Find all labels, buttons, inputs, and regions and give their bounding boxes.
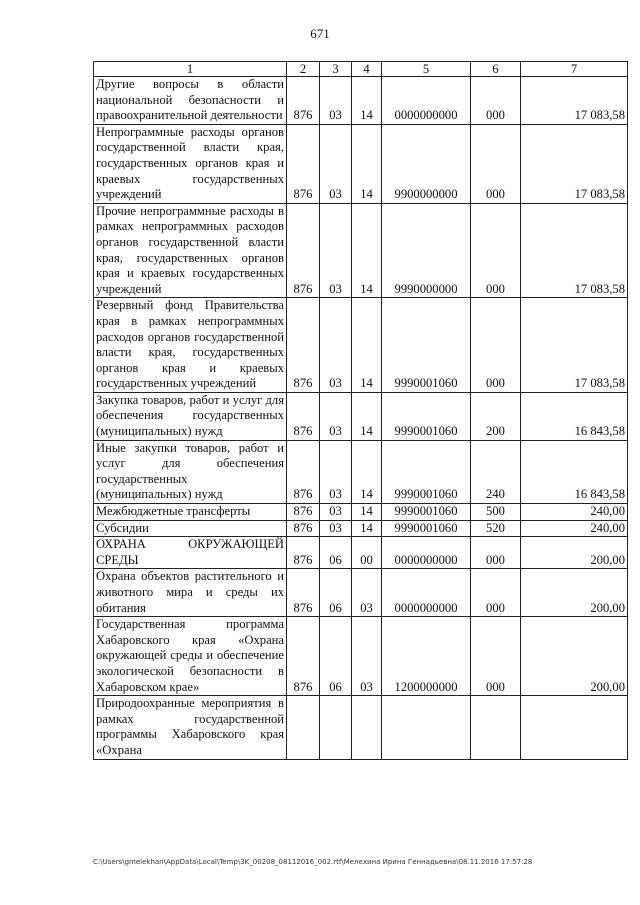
- header-row: [94, 62, 628, 77]
- row-grbs: 876: [287, 537, 320, 569]
- row-section: 03: [320, 440, 352, 503]
- row-subsection: 03: [352, 569, 382, 617]
- row-section: 06: [320, 537, 352, 569]
- table-row: [94, 203, 628, 298]
- row-section: [320, 696, 352, 759]
- table-row: [94, 440, 628, 503]
- row-sum: 16 843,58: [521, 440, 628, 503]
- row-name: Иные закупки товаров, работ и услуг для обеспечения государственных (муниципальных) нужд: [94, 440, 287, 503]
- row-target-article: [382, 696, 471, 759]
- row-grbs: 876: [287, 77, 320, 125]
- row-target-article: 9990001060: [382, 520, 471, 537]
- row-subsection: 14: [352, 504, 382, 521]
- row-grbs: 876: [287, 392, 320, 440]
- file-path-footer: C:\Users\gmelekhan\AppData\Local\Temp\3K_00208_08112016_002.rtf\Мелехина Ирина Геннадьевна\08.11.2016 17:57:28: [93, 858, 533, 866]
- row-sum: 17 083,58: [521, 124, 628, 203]
- row-section: 03: [320, 124, 352, 203]
- row-section: 03: [320, 520, 352, 537]
- row-name: Государственная программа Хабаровского края «Охрана окружающей среды и обеспечение экологической безопасности в Хабаровском крае»: [94, 617, 287, 696]
- budget-table: [93, 61, 628, 760]
- row-expense-type: 200: [471, 392, 521, 440]
- row-grbs: 876: [287, 298, 320, 393]
- page-number: 671: [310, 26, 330, 41]
- row-sum: 200,00: [521, 569, 628, 617]
- table-row: [94, 504, 628, 521]
- row-subsection: 14: [352, 520, 382, 537]
- row-name: Прочие непрограммные расходы в рамках непрограммных расходов органов государственной власти края, государственных органов края и краевых государственных учреждений: [94, 203, 287, 298]
- col-header-name: 1: [94, 62, 287, 77]
- row-subsection: 00: [352, 537, 382, 569]
- row-grbs: 876: [287, 124, 320, 203]
- col-header-section: 3: [320, 62, 352, 77]
- row-expense-type: 000: [471, 298, 521, 393]
- row-section: 03: [320, 392, 352, 440]
- row-name: Охрана объектов растительного и животного мира и среды их обитания: [94, 569, 287, 617]
- row-target-article: 9990001060: [382, 504, 471, 521]
- row-subsection: [352, 696, 382, 759]
- row-grbs: 876: [287, 203, 320, 298]
- row-name: Природоохранные мероприятия в рамках государственной программы Хабаровского края «Охрана: [94, 696, 287, 759]
- col-header-grbs: 2: [287, 62, 320, 77]
- row-section: 03: [320, 77, 352, 125]
- row-grbs: [287, 696, 320, 759]
- table-row: [94, 520, 628, 537]
- row-sum: 240,00: [521, 520, 628, 537]
- row-expense-type: 240: [471, 440, 521, 503]
- row-subsection: 03: [352, 617, 382, 696]
- row-section: 06: [320, 569, 352, 617]
- row-sum: 17 083,58: [521, 203, 628, 298]
- row-target-article: 1200000000: [382, 617, 471, 696]
- row-section: 03: [320, 298, 352, 393]
- table-row: [94, 569, 628, 617]
- row-grbs: 876: [287, 440, 320, 503]
- row-sum: 17 083,58: [521, 298, 628, 393]
- row-expense-type: 520: [471, 520, 521, 537]
- row-target-article: 9990001060: [382, 298, 471, 393]
- row-target-article: 0000000000: [382, 569, 471, 617]
- row-section: 03: [320, 504, 352, 521]
- row-expense-type: 000: [471, 617, 521, 696]
- row-subsection: 14: [352, 298, 382, 393]
- row-subsection: 14: [352, 77, 382, 125]
- row-sum: [521, 696, 628, 759]
- row-target-article: 0000000000: [382, 77, 471, 125]
- table-row: [94, 298, 628, 393]
- row-name: Резервный фонд Правительства края в рамках непрограммных расходов органов государственной власти края, государственных органов края и краевых государственных учреждений: [94, 298, 287, 393]
- table-row: [94, 696, 628, 759]
- row-section: 03: [320, 203, 352, 298]
- col-header-subsection: 4: [352, 62, 382, 77]
- row-target-article: 0000000000: [382, 537, 471, 569]
- row-expense-type: [471, 696, 521, 759]
- row-sum: 16 843,58: [521, 392, 628, 440]
- row-sum: 200,00: [521, 537, 628, 569]
- row-grbs: 876: [287, 569, 320, 617]
- row-target-article: 9990001060: [382, 440, 471, 503]
- row-name: ОХРАНА ОКРУЖАЮЩЕЙ СРЕДЫ: [94, 537, 287, 569]
- row-subsection: 14: [352, 440, 382, 503]
- table-row: [94, 124, 628, 203]
- row-expense-type: 500: [471, 504, 521, 521]
- row-sum: 17 083,58: [521, 77, 628, 125]
- row-name: Другие вопросы в области национальной безопасности и правоохранительной деятельности: [94, 77, 287, 125]
- row-grbs: 876: [287, 617, 320, 696]
- row-sum: 240,00: [521, 504, 628, 521]
- row-expense-type: 000: [471, 124, 521, 203]
- row-sum: 200,00: [521, 617, 628, 696]
- row-name: Закупка товаров, работ и услуг для обеспечения государственных (муниципальных) нужд: [94, 392, 287, 440]
- row-subsection: 14: [352, 124, 382, 203]
- row-name: Межбюджетные трансферты: [94, 504, 287, 521]
- table-row: [94, 617, 628, 696]
- row-target-article: 9990000000: [382, 203, 471, 298]
- row-name: Непрограммные расходы органов государственной власти края, государственных органов края и краевых государственных учреждений: [94, 124, 287, 203]
- table-row: [94, 537, 628, 569]
- table-row: [94, 392, 628, 440]
- col-header-sum: 7: [521, 62, 628, 77]
- row-subsection: 14: [352, 203, 382, 298]
- row-expense-type: 000: [471, 569, 521, 617]
- col-header-expense-type: 6: [471, 62, 521, 77]
- row-expense-type: 000: [471, 77, 521, 125]
- row-expense-type: 000: [471, 537, 521, 569]
- row-section: 06: [320, 617, 352, 696]
- row-subsection: 14: [352, 392, 382, 440]
- row-target-article: 9900000000: [382, 124, 471, 203]
- col-header-target-article: 5: [382, 62, 471, 77]
- row-expense-type: 000: [471, 203, 521, 298]
- row-name: Субсидии: [94, 520, 287, 537]
- row-grbs: 876: [287, 504, 320, 521]
- row-grbs: 876: [287, 520, 320, 537]
- table-row: [94, 77, 628, 125]
- row-target-article: 9990001060: [382, 392, 471, 440]
